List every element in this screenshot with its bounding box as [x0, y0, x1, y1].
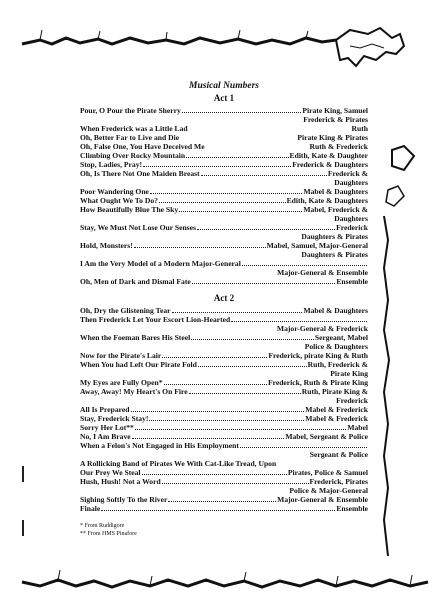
performers: Frederick, Pirates — [309, 477, 368, 486]
musical-number-row — [80, 387, 368, 396]
dot-leader — [192, 283, 336, 284]
dot-leader — [191, 339, 314, 340]
performers: Frederick, Ruth & Pirate King — [267, 378, 368, 387]
song-title: Hush, Hush! Not a Word — [80, 477, 161, 486]
song-title: Oh, False One, You Have Deceived Me — [80, 142, 205, 151]
dot-leader — [201, 175, 327, 176]
musical-number-row — [80, 405, 368, 414]
song-title: Climbing Over Rocky Mountain — [80, 151, 186, 160]
performers: Mabel, Sergeant & Police — [285, 432, 368, 441]
footnote: ** From HMS Pinafore — [80, 530, 137, 537]
act1-label: Act 1 — [213, 93, 235, 103]
song-title: Hold, Monsters! — [80, 241, 133, 250]
performers: Pirates, Police & Samuel — [287, 468, 368, 477]
performers: Mabel & Daughters — [303, 306, 368, 315]
song-title: Away, Away! My Heart's On Fire — [80, 387, 188, 396]
musical-number-row — [80, 151, 368, 160]
musical-number-row — [80, 315, 368, 324]
dot-leader — [132, 438, 285, 439]
performers: Mabel & Frederick — [305, 414, 368, 423]
song-title: When the Foeman Bares His Steel — [80, 333, 191, 342]
dot-leader — [172, 312, 303, 313]
performers: Frederick, pirate King & Ruth — [268, 351, 368, 360]
performers: Frederick & — [327, 169, 368, 178]
song-title: Oh, Is There Not One Maiden Breast — [80, 169, 200, 178]
musical-number-row — [80, 495, 368, 504]
performers: Edith, Kate & Daughter — [289, 151, 368, 160]
performers: Ensemble — [336, 504, 368, 513]
musical-number-row — [80, 423, 368, 432]
dot-leader — [142, 474, 287, 475]
performers: Ruth — [351, 124, 368, 133]
musical-number-row — [80, 196, 368, 205]
performers: Mabel & Frederick — [305, 405, 368, 414]
musical-number-row — [80, 259, 368, 268]
act2-list — [80, 306, 368, 513]
act1-list — [80, 106, 368, 286]
dot-leader — [186, 157, 288, 158]
musical-number-row — [80, 504, 368, 513]
performers: Major-General & Ensemble — [277, 495, 368, 504]
dot-leader — [150, 193, 303, 194]
song-title: Then Frederick Let Your Escort Lion-Hearted — [80, 315, 231, 324]
dot-leader — [162, 357, 267, 358]
musical-number-row — [80, 169, 368, 178]
song-title: Stay, We Must Not Lose Our Senses — [80, 223, 196, 232]
song-title: When Frederick was a Little Lad — [80, 124, 188, 133]
musical-number-row — [80, 306, 368, 315]
musical-number-row — [80, 205, 368, 214]
musical-number-row — [80, 241, 368, 250]
song-title: I Am the Very Model of a Modern Major-General — [80, 259, 241, 268]
performers-continued: Daughters — [334, 214, 368, 223]
performers-continued: Major-General & Frederick — [276, 324, 368, 333]
dot-leader — [159, 202, 286, 203]
song-title: Pour, O Pour the Pirate Sherry — [80, 106, 181, 115]
dot-leader — [101, 510, 335, 511]
song-title: Our Prey We Steal — [80, 468, 141, 477]
footnote: * From Ruddigore — [80, 523, 125, 529]
musical-number-row — [80, 351, 368, 360]
performers-continued: Police & Major-General — [289, 486, 368, 495]
dot-leader — [182, 112, 302, 113]
performers: Sergeant, Mabel — [314, 333, 368, 342]
musical-number-row — [80, 223, 368, 232]
page-heading: Musical Numbers — [189, 81, 259, 91]
musical-number-row — [80, 360, 368, 369]
performers: Mabel & Daughters — [303, 187, 368, 196]
performers: Ruth, Frederick & — [307, 360, 368, 369]
dot-leader — [179, 211, 302, 212]
performers: Pirate King, Samuel — [302, 106, 368, 115]
song-title: When a Felon's Not Engaged in His Employment — [80, 441, 239, 450]
song-title: A Rollicking Band of Pirates We With Cat-Like Tread, Upon — [80, 459, 277, 468]
performers-continued: Major-General & Ensemble — [277, 268, 368, 277]
musical-number-row — [80, 277, 368, 286]
dot-leader — [162, 483, 309, 484]
performers-continued: Daughters — [334, 178, 368, 187]
performers: Ensemble — [336, 277, 368, 286]
performers-continued: Frederick & Pirates — [303, 115, 368, 124]
dot-leader — [231, 321, 367, 322]
musical-number-row — [80, 187, 368, 196]
song-title: No, I Am Brave — [80, 432, 131, 441]
musical-number-row — [80, 378, 368, 387]
song-title: My Eyes are Fully Open* — [80, 378, 163, 387]
performers-continued: Pirate King — [330, 369, 368, 378]
song-title: How Beautifully Blue The Sky — [80, 205, 179, 214]
dot-leader — [197, 229, 335, 230]
performers: Edith, Kate & Daughters — [286, 196, 368, 205]
act2-label: Act 2 — [213, 293, 235, 303]
performers: Mabel — [347, 423, 368, 432]
musical-number-row — [80, 124, 368, 133]
song-title: Oh, Better Far to Live and Die — [80, 133, 180, 142]
performers: Frederick & Daughters — [292, 160, 368, 169]
dot-leader — [149, 420, 304, 421]
performers: Ruth, Pirate King & — [301, 387, 368, 396]
musical-number-row — [80, 477, 368, 486]
musical-number-row — [80, 106, 368, 115]
song-title: Sighing Softly To the River — [80, 495, 168, 504]
song-title: Now for the Pirate's Lair — [80, 351, 162, 360]
musical-numbers-list — [80, 82, 368, 538]
musical-number-row — [80, 441, 368, 450]
dot-leader — [240, 447, 367, 448]
song-title: When You had Left Our Pirate Fold — [80, 360, 197, 369]
song-title: Stop, Ladies, Pray! — [80, 160, 143, 169]
performers-continued: Daughters & Pirates — [301, 232, 368, 241]
song-title: Poor Wandering One — [80, 187, 149, 196]
musical-number-row — [80, 333, 368, 342]
performers-continued: Police & Daughters — [304, 342, 368, 351]
musical-number-row — [80, 432, 368, 441]
dot-leader — [168, 501, 276, 502]
song-title: All Is Prepared — [80, 405, 130, 414]
performers: Pirate King & Pirates — [297, 133, 368, 142]
dot-leader — [164, 384, 267, 385]
dot-leader — [242, 265, 367, 266]
song-title: Sorry Her Lot** — [80, 423, 134, 432]
musical-number-row — [80, 142, 368, 151]
performers-continued: Daughters & Pirates — [301, 250, 368, 259]
performers-continued: Frederick — [336, 396, 368, 405]
musical-number-row — [80, 160, 368, 169]
performers: Ruth & Frederick — [309, 142, 368, 151]
musical-number-row — [80, 414, 368, 423]
dot-leader — [131, 411, 305, 412]
song-title: Oh, Dry the Glistening Tear — [80, 306, 171, 315]
musical-number-row — [80, 133, 368, 142]
dot-leader — [134, 247, 266, 248]
song-title: Finale — [80, 504, 101, 513]
dot-leader — [198, 366, 307, 367]
dot-leader — [143, 166, 291, 167]
musical-number-row — [80, 459, 368, 468]
song-title: What Ought We To Do? — [80, 196, 158, 205]
dot-leader — [135, 429, 346, 430]
song-title: Stay, Frederick Stay! — [80, 414, 149, 423]
song-title: Oh, Men of Dark and Dismal Fate — [80, 277, 191, 286]
footnotes — [80, 523, 368, 538]
dot-leader — [189, 393, 301, 394]
musical-number-row — [80, 468, 368, 477]
performers: Mabel, Samuel, Major-General — [266, 241, 368, 250]
performers: Frederick — [336, 223, 368, 232]
performers: Mabel, Frederick & — [303, 205, 368, 214]
performers-continued: Sergeant & Police — [309, 450, 368, 459]
